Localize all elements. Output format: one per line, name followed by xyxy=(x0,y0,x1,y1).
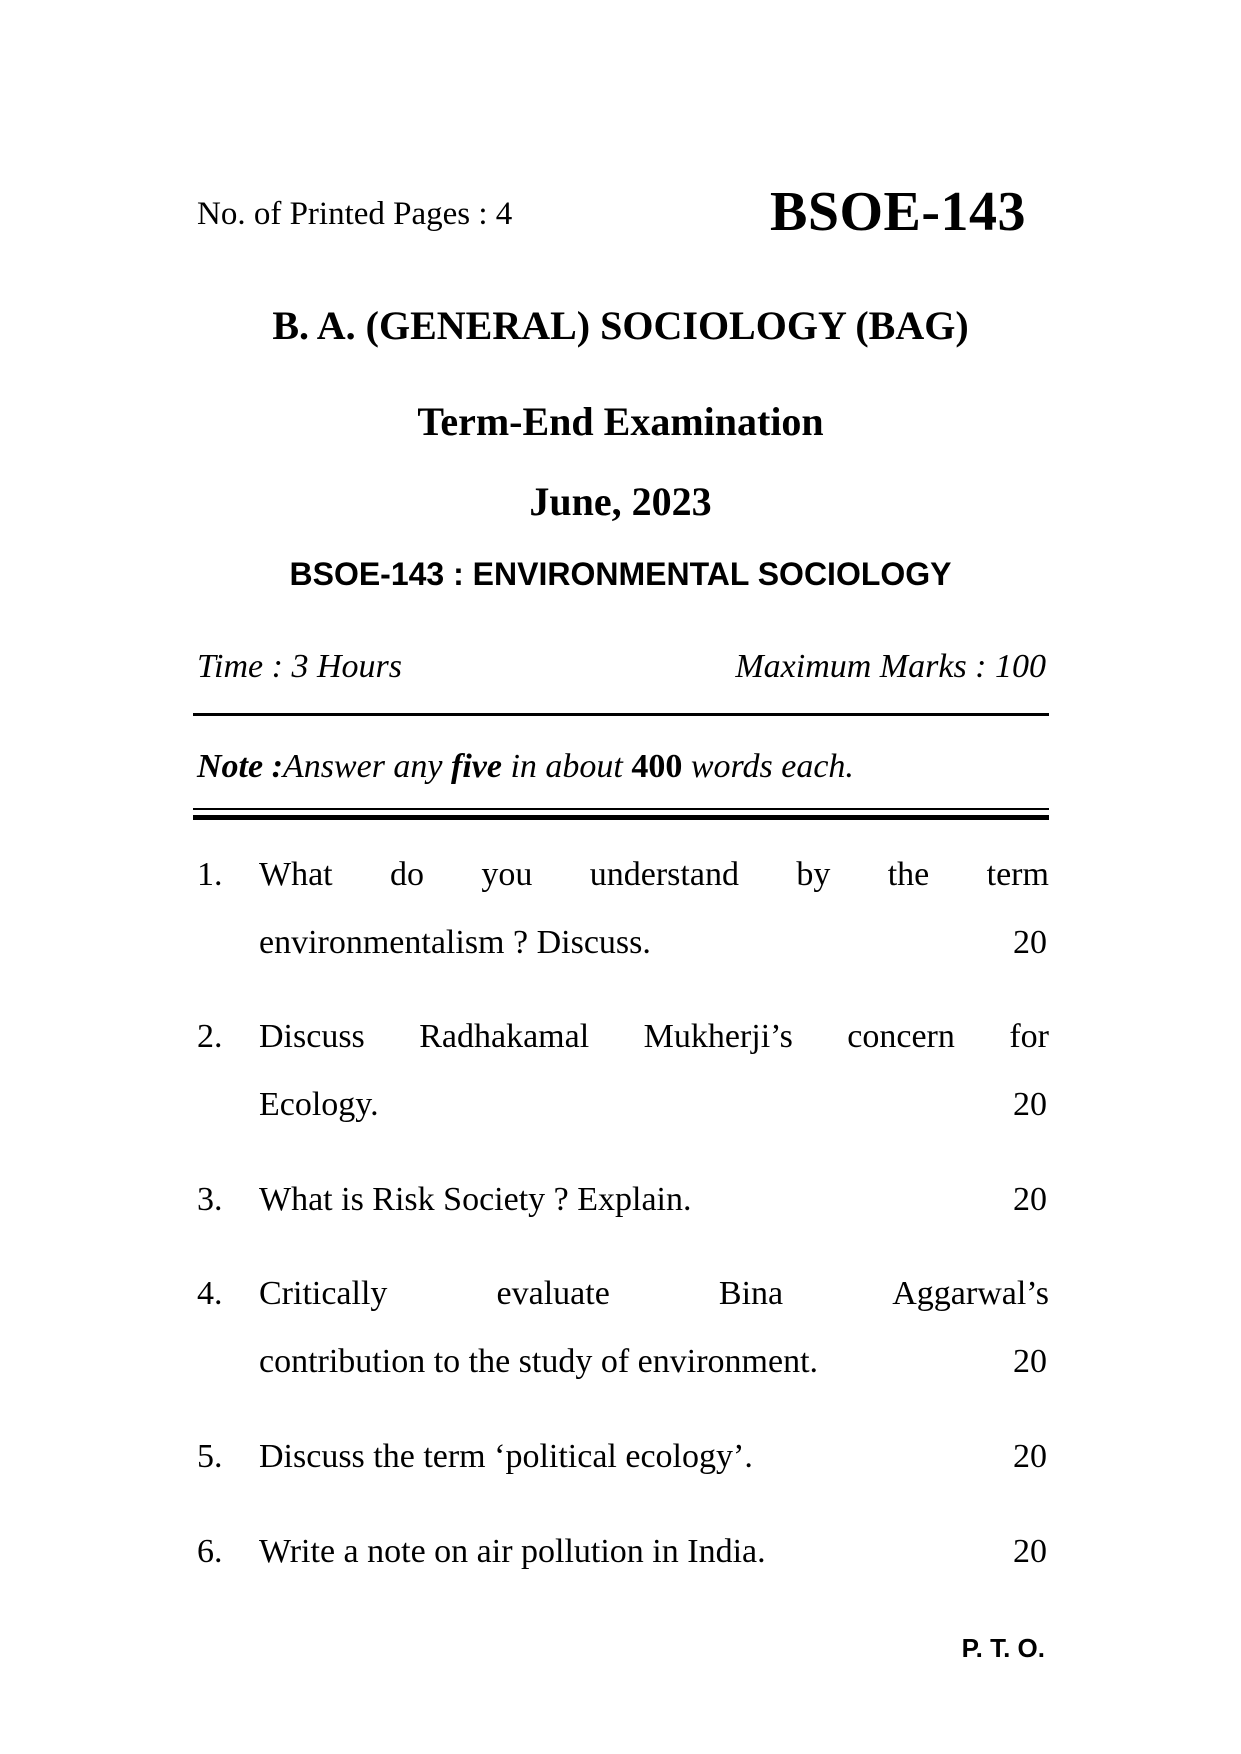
question-item xyxy=(193,1533,1049,1578)
question-number: 2. xyxy=(197,1018,223,1055)
question-item xyxy=(193,1181,1049,1226)
word: Radhakamal xyxy=(419,1018,590,1055)
question-marks: 20 xyxy=(1013,1343,1047,1380)
question-marks: 20 xyxy=(1013,924,1047,961)
question-item xyxy=(193,1018,1049,1128)
maximum-marks: Maximum Marks : 100 xyxy=(735,648,1046,685)
word: concern xyxy=(847,1018,955,1055)
course-title: BSOE-143 : ENVIRONMENTAL SOCIOLOGY xyxy=(289,556,952,592)
question-number: 1. xyxy=(197,856,223,893)
double-divider-rule-top xyxy=(193,808,1049,810)
note-word-limit: 400 xyxy=(631,748,683,785)
question-text: What is Risk Society ? Explain. xyxy=(259,1181,692,1218)
question-text xyxy=(259,1275,1049,1313)
instructions-note xyxy=(197,748,854,786)
question-text-continued: Ecology. xyxy=(259,1086,379,1123)
word: Mukherji’s xyxy=(643,1018,793,1055)
question-item xyxy=(193,856,1049,966)
question-number: 5. xyxy=(197,1438,223,1475)
exam-type-title: Term-End Examination xyxy=(417,399,824,444)
note-text: words each. xyxy=(682,748,854,785)
word: for xyxy=(1009,1018,1049,1055)
question-number: 3. xyxy=(197,1181,223,1218)
note-emphasis-count: five xyxy=(451,748,502,785)
note-text: in about xyxy=(501,748,632,785)
word: What xyxy=(259,856,333,893)
question-marks: 20 xyxy=(1013,1533,1047,1570)
course-code-header: BSOE-143 xyxy=(770,181,1027,243)
word: understand xyxy=(589,856,739,893)
question-text: Write a note on air pollution in India. xyxy=(259,1533,766,1570)
word: evaluate xyxy=(496,1275,610,1312)
please-turn-over: P. T. O. xyxy=(961,1633,1045,1663)
word: do xyxy=(390,856,425,893)
question-text xyxy=(259,856,1049,894)
question-marks: 20 xyxy=(1013,1181,1047,1218)
note-text: Answer any xyxy=(282,748,452,785)
printed-pages-count: No. of Printed Pages : 4 xyxy=(197,196,513,232)
word: the xyxy=(887,856,930,893)
word: Aggarwal’s xyxy=(892,1275,1049,1312)
word: term xyxy=(986,856,1049,893)
question-text-continued: contribution to the study of environment. xyxy=(259,1343,819,1380)
divider-rule xyxy=(193,713,1049,716)
question-text: Discuss the term ‘political ecology’. xyxy=(259,1438,753,1475)
question-item xyxy=(193,1438,1049,1483)
note-label: Note : xyxy=(197,748,283,785)
exam-session: June, 2023 xyxy=(529,479,712,524)
word: you xyxy=(481,856,533,893)
word: Critically xyxy=(259,1275,388,1312)
word: Discuss xyxy=(259,1018,365,1055)
question-number: 4. xyxy=(197,1275,223,1312)
double-divider-rule-bottom xyxy=(193,815,1049,820)
program-title: B. A. (GENERAL) SOCIOLOGY (BAG) xyxy=(272,303,969,348)
question-item xyxy=(193,1275,1049,1385)
question-text xyxy=(259,1018,1049,1056)
word: Bina xyxy=(718,1275,784,1312)
question-text-continued: environmentalism ? Discuss. xyxy=(259,924,651,961)
question-number: 6. xyxy=(197,1533,223,1570)
question-marks: 20 xyxy=(1013,1086,1047,1123)
question-marks: 20 xyxy=(1013,1438,1047,1475)
exam-duration: Time : 3 Hours xyxy=(197,648,402,685)
word: by xyxy=(796,856,831,893)
